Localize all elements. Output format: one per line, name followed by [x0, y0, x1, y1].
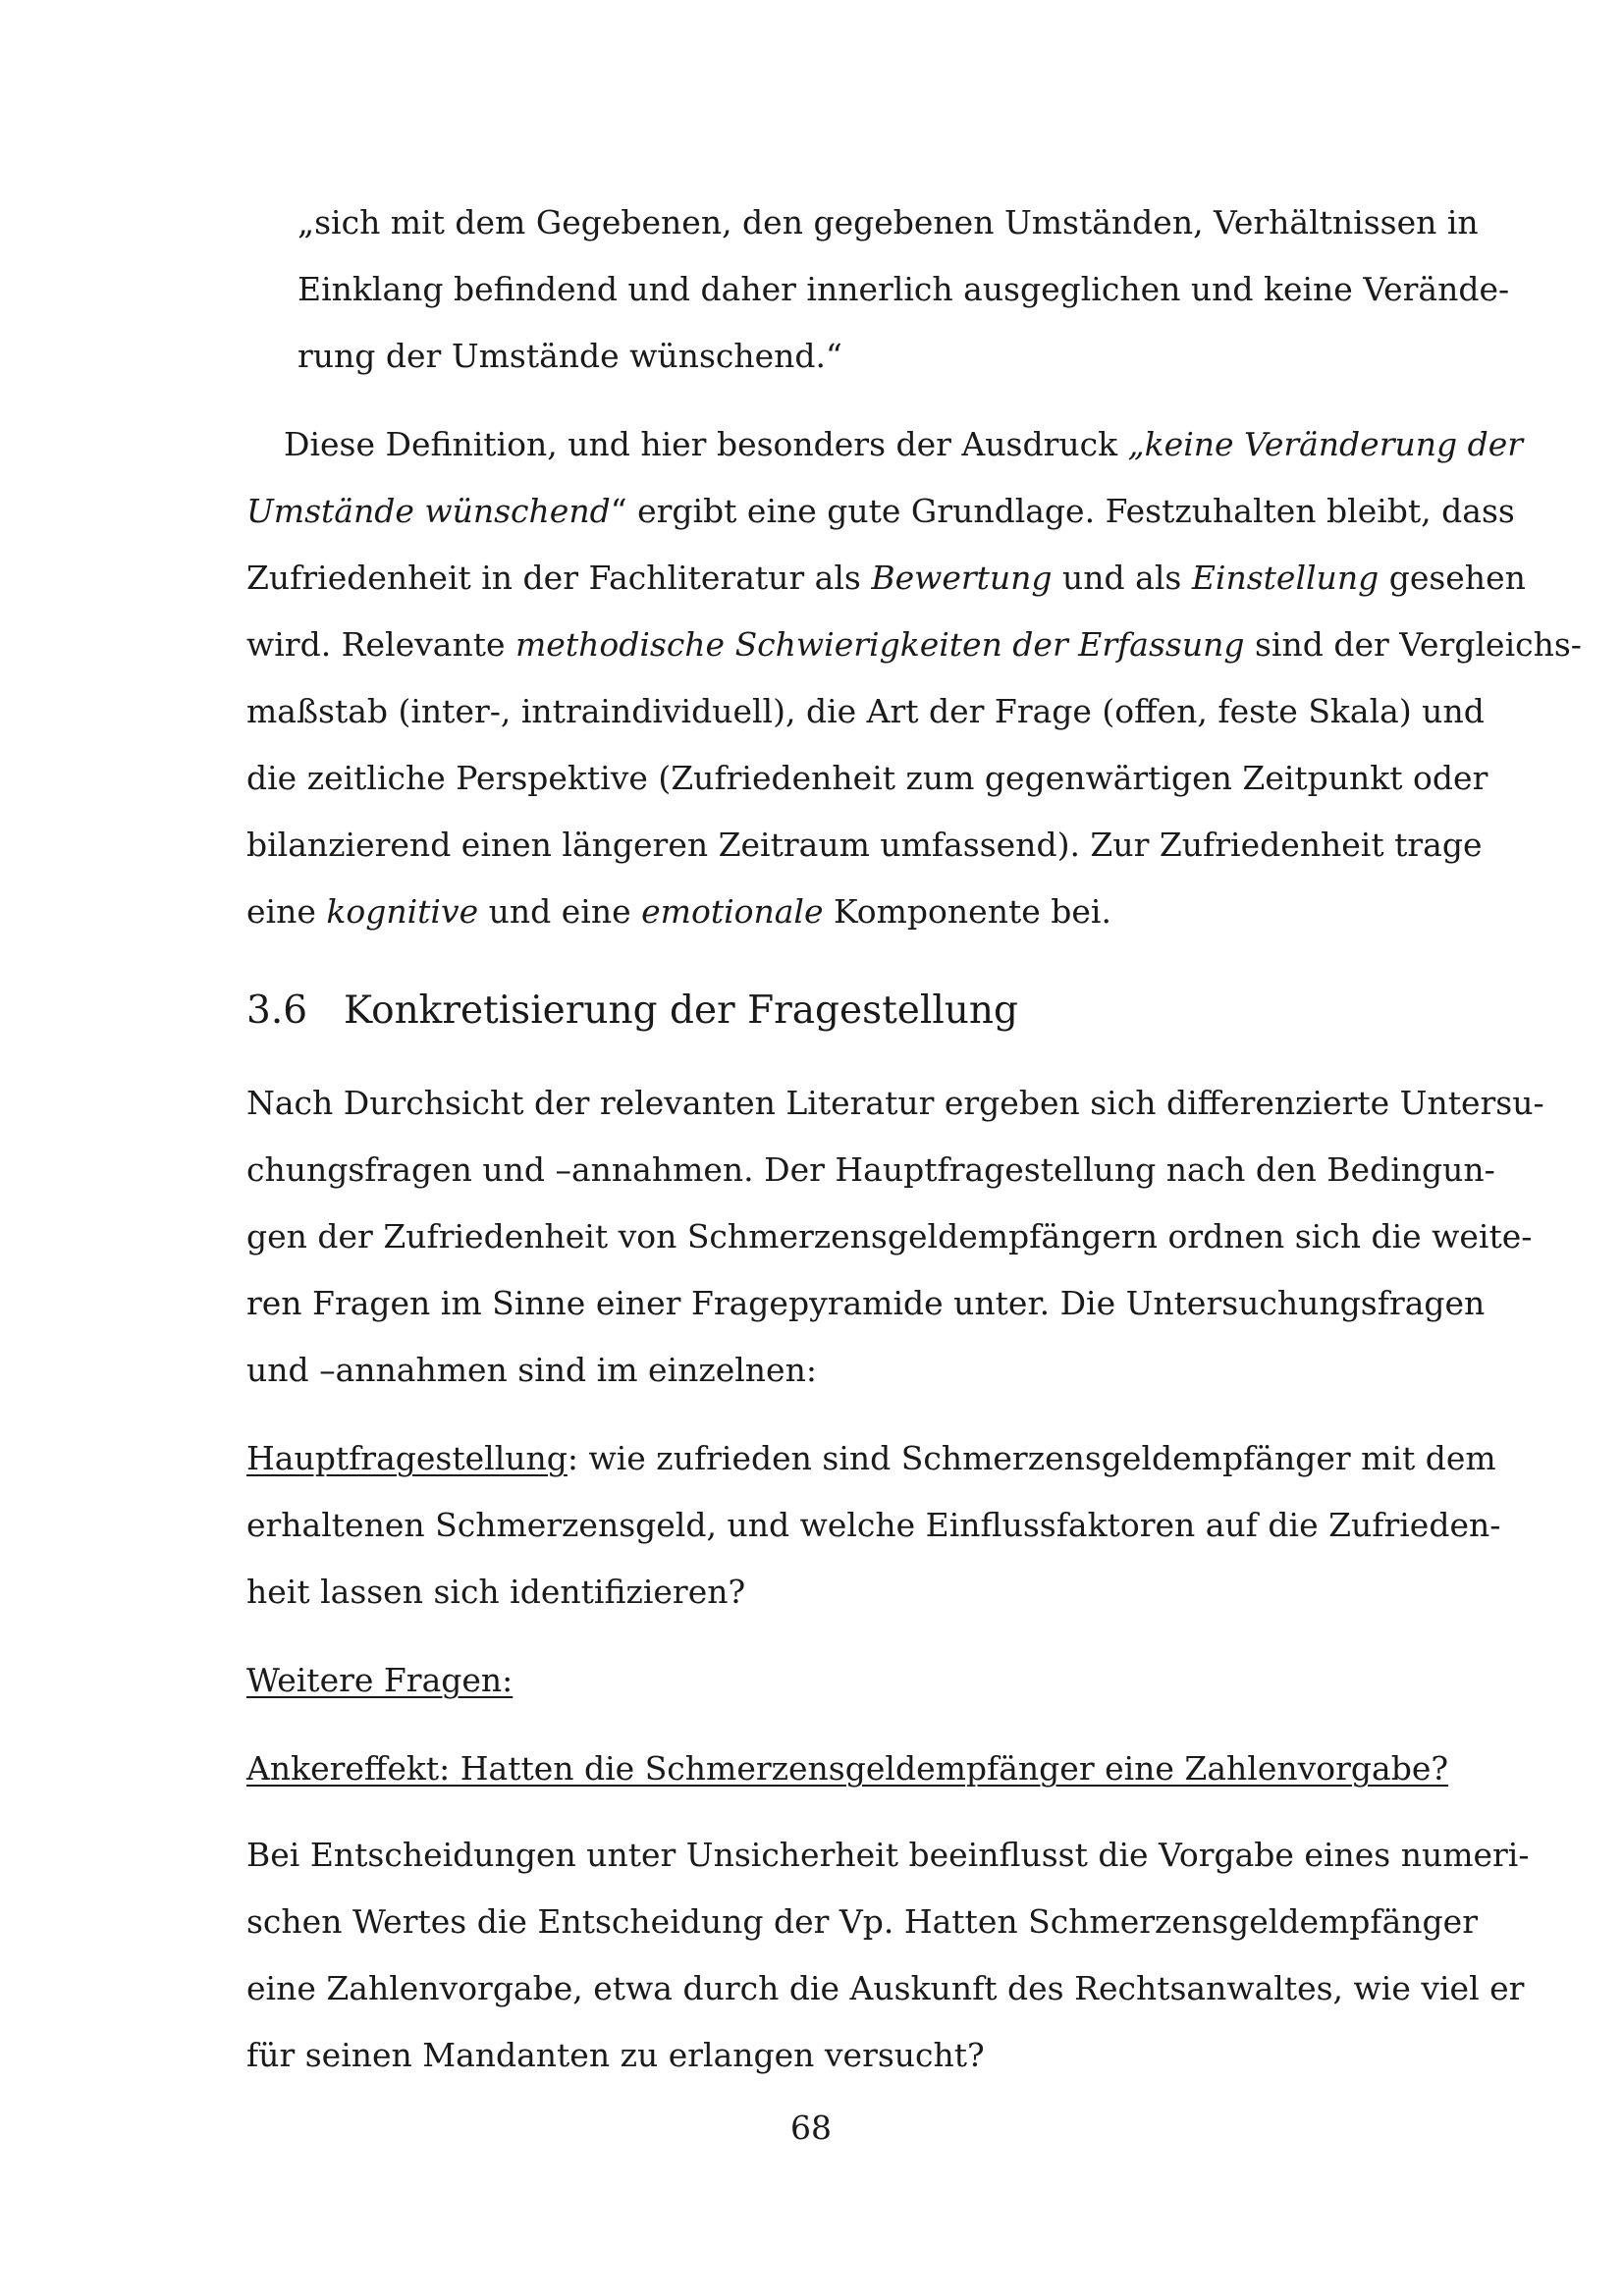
paragraph-line: Bei Entscheidungen unter Unsicherheit beeinflusst die Vorgabe eines numeri- [246, 1836, 1530, 1874]
paragraph-line: maßstab (inter-, intraindividuell), die Art der Frage (offen, feste Skala) und [246, 692, 1485, 730]
paragraph-line: chungsfragen und –annahmen. Der Hauptfragestellung nach den Bedingun- [246, 1150, 1495, 1189]
paragraph-line: und –annahmen sind im einzelnen: [246, 1351, 817, 1389]
paragraph-line: Diese Definition, und hier besonders der Ausdruck „keine Veränderung der [284, 425, 1524, 463]
paragraph-line: für seinen Mandanten zu erlangen versucht? [246, 2036, 985, 2074]
quote-line: rung der Umstände wünschend.“ [298, 337, 842, 375]
paragraph-line: schen Wertes die Entscheidung der Vp. Hatten Schmerzensgeldempfänger [246, 1902, 1478, 1941]
paragraph-line: wird. Relevante methodische Schwierigkeiten der Erfassung sind der Vergleichs- [246, 625, 1582, 664]
section-title: Konkretisierung der Fragestellung [344, 988, 1018, 1033]
paragraph-line: eine kognitive und eine emotionale Komponente bei. [246, 892, 1111, 931]
paragraph-line: erhaltenen Schmerzensgeld, und welche Einflussfaktoren auf die Zufrieden- [246, 1506, 1501, 1544]
paragraph-line: gen der Zufriedenheit von Schmerzensgeldempfängern ordnen sich die weite- [246, 1217, 1533, 1255]
quote-line: „sich mit dem Gegebenen, den gegebenen Umständen, Verhältnissen in [298, 203, 1479, 241]
section-number: 3.6 [246, 988, 308, 1033]
paragraph-line: bilanzierend einen längeren Zeitraum umfassend). Zur Zufriedenheit trage [246, 826, 1483, 864]
main-question-label: Hauptfragestellung [246, 1439, 568, 1477]
paragraph-line: Umstände wünschend“ ergibt eine gute Grundlage. Festzuhalten bleibt, dass [246, 492, 1515, 530]
quote-line: Einklang befindend und daher innerlich ausgeglichen und keine Verände- [298, 270, 1510, 308]
paragraph-line: Hauptfragestellung: wie zufrieden sind Schmerzensgeldempfänger mit dem [246, 1439, 1496, 1477]
page-number: 68 [790, 2109, 832, 2147]
paragraph-line: eine Zahlenvorgabe, etwa durch die Auskunft des Rechtsanwaltes, wie viel er [246, 1969, 1525, 2007]
paragraph-line: die zeitliche Perspektive (Zufriedenheit zum gegenwärtigen Zeitpunkt oder [246, 759, 1488, 797]
paragraph-line: Zufriedenheit in der Fachliteratur als Bewertung und als Einstellung gesehen [246, 559, 1526, 597]
section-heading [246, 988, 1018, 1035]
anchor-question-heading: Ankereffekt: Hatten die Schmerzensgeldempfänger eine Zahlenvorgabe? [246, 1749, 1449, 1788]
paragraph-line: Nach Durchsicht der relevanten Literatur ergeben sich differenzierte Untersu- [246, 1084, 1544, 1122]
paragraph-line: heit lassen sich identifizieren? [246, 1573, 746, 1611]
further-questions-heading: Weitere Fragen: [246, 1661, 514, 1699]
paragraph-line: ren Fragen im Sinne einer Fragepyramide unter. Die Untersuchungsfragen [246, 1284, 1486, 1322]
